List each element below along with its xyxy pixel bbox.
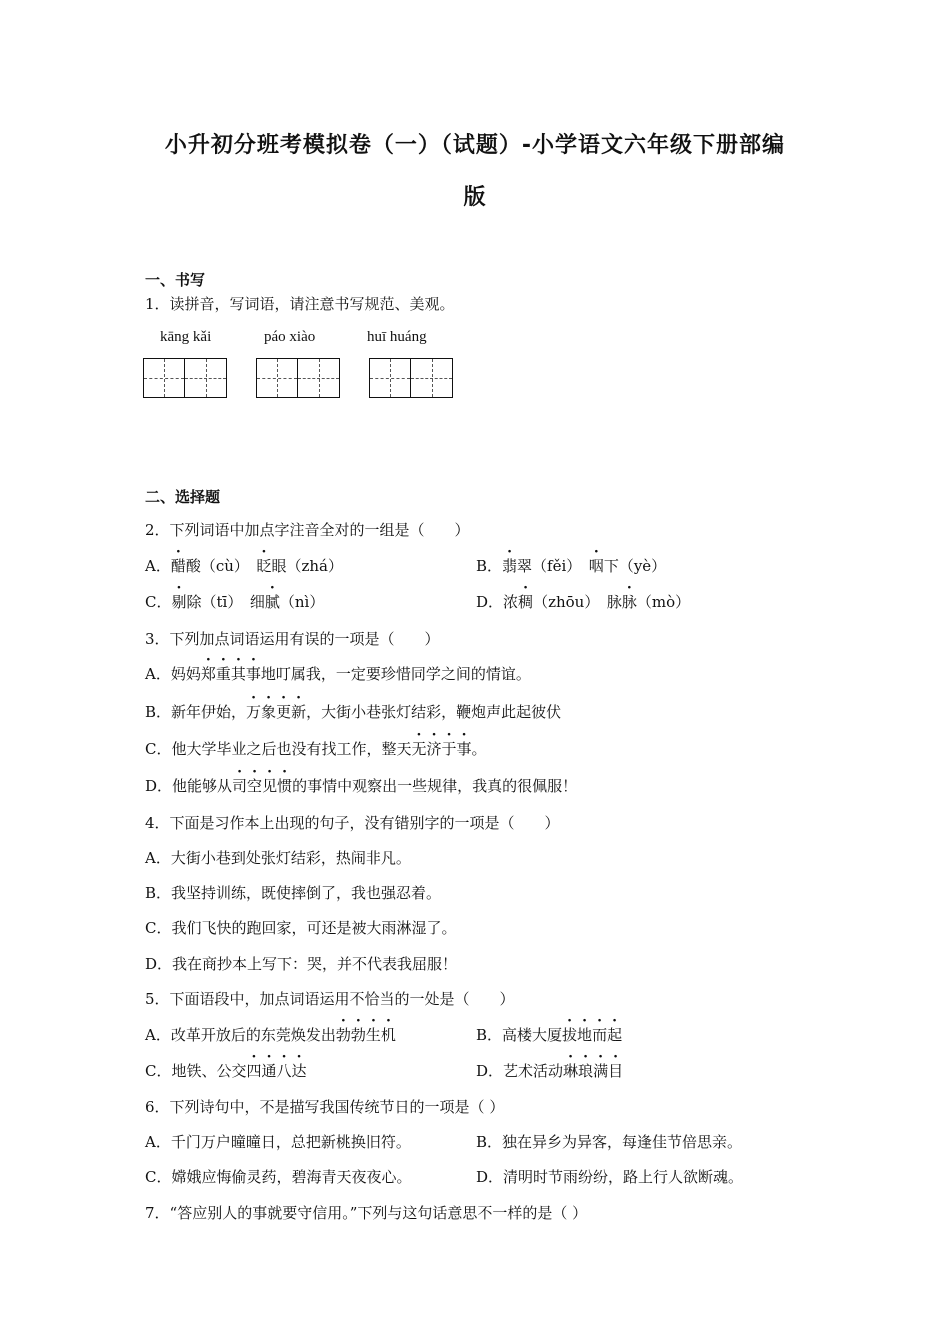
- q6-option-d[interactable]: D．清明时节雨纷纷，路上行人欲断魂。: [476, 1168, 744, 1186]
- q3-option-a[interactable]: A．妈妈郑重其事地叮属我，一定要珍惜同学之间的情谊。: [145, 665, 531, 683]
- dotted-char: 翡: [502, 557, 518, 575]
- writing-cell[interactable]: [411, 359, 452, 397]
- dotted-char: 事: [456, 740, 472, 758]
- question-4-stem: 4．下面是习作本上出现的句子，没有错别字的一项是（ ）: [145, 814, 560, 832]
- q6-option-a[interactable]: A．千门万户曈曈日，总把新桃换旧符。: [145, 1133, 411, 1151]
- dotted-char: 其: [230, 665, 246, 683]
- q4-option-b[interactable]: B．我坚持训练，既使摔倒了，我也强忍着。: [145, 884, 442, 902]
- dotted-char: 空: [247, 777, 263, 795]
- q4-option-a[interactable]: A．大街小巷到处张灯结彩，热闹非凡。: [145, 849, 411, 867]
- writing-cell[interactable]: [144, 359, 185, 397]
- dotted-char: 脉: [621, 593, 637, 611]
- dotted-char: 琳: [563, 1062, 579, 1080]
- q6-option-c[interactable]: C．嫦娥应悔偷灵药，碧海青天夜夜心。: [145, 1168, 412, 1186]
- dotted-char: 剔: [171, 593, 187, 611]
- dotted-char: 眨: [256, 557, 272, 575]
- dotted-char: 于: [441, 740, 457, 758]
- dotted-char: 更: [276, 703, 292, 721]
- dotted-char: 起: [607, 1026, 623, 1044]
- question-2-stem: 2．下列词语中加点字注音全对的一组是（ ）: [145, 521, 470, 539]
- q5-option-c[interactable]: C．地铁、公交四通八达: [145, 1062, 307, 1080]
- q2-option-c[interactable]: C．剔除（tī） 细腻（nì）: [145, 593, 325, 611]
- section-heading-choice: 二、选择题: [145, 488, 221, 506]
- dotted-char: 醋: [170, 557, 186, 575]
- dotted-char: 腻: [264, 593, 280, 611]
- q5-option-a[interactable]: A．改革开放后的东莞焕发出勃勃生机: [145, 1026, 396, 1044]
- dotted-char: 满: [593, 1062, 609, 1080]
- dotted-char: 琅: [578, 1062, 594, 1080]
- dotted-char: 而: [592, 1026, 608, 1044]
- dotted-char: 达: [291, 1062, 307, 1080]
- dotted-char: 咽: [588, 557, 604, 575]
- pinyin-1: kāng kǎi: [160, 329, 212, 345]
- dotted-char: 见: [262, 777, 278, 795]
- section-heading-writing: 一、书写: [145, 271, 206, 289]
- dotted-char: 万: [246, 703, 262, 721]
- page-title-line1: 小升初分班考模拟卷（一）（试题）-小学语文六年级下册部编: [164, 133, 786, 158]
- writing-cell[interactable]: [298, 359, 339, 397]
- q4-option-c[interactable]: C．我们飞快的跑回家，可还是被大雨淋湿了。: [145, 919, 457, 937]
- dotted-char: 拔: [562, 1026, 578, 1044]
- dotted-char: 无: [411, 740, 427, 758]
- q3-option-d[interactable]: D．他能够从司空见惯的事情中观察出一些规律，我真的很佩服！: [145, 777, 578, 795]
- dotted-char: 重: [215, 665, 231, 683]
- q3-option-b[interactable]: B．新年伊始，万象更新，大街小巷张灯结彩，鞭炮声此起彼伏: [145, 703, 562, 721]
- q2-option-d[interactable]: D．浓稠（zhōu） 脉脉（mò）: [476, 593, 691, 611]
- writing-grid-2[interactable]: [256, 358, 340, 398]
- q2-option-b[interactable]: B．翡翠（fěi） 咽下（yè）: [476, 557, 667, 575]
- dotted-char: 象: [261, 703, 277, 721]
- question-7-stem: 7．“答应别人的事就要守信用。”下列与这句话意思不一样的是（ ）: [145, 1204, 588, 1222]
- pinyin-2: páo xiào: [264, 329, 316, 345]
- dotted-char: 事: [245, 665, 261, 683]
- question-6-stem: 6．下列诗句中，不是描写我国传统节日的一项是（ ）: [145, 1098, 505, 1116]
- dotted-char: 目: [608, 1062, 624, 1080]
- dotted-char: 司: [232, 777, 248, 795]
- pinyin-3: huī huáng: [367, 329, 427, 345]
- dotted-char: 郑: [200, 665, 216, 683]
- dotted-char: 勃: [335, 1026, 351, 1044]
- writing-cell[interactable]: [370, 359, 411, 397]
- question-1-stem: 1．读拼音，写词语，请注意书写规范、美观。: [145, 295, 455, 313]
- q6-option-b[interactable]: B．独在异乡为异客，每逢佳节倍思亲。: [476, 1133, 743, 1151]
- writing-cell[interactable]: [185, 359, 226, 397]
- dotted-char: 八: [276, 1062, 292, 1080]
- page-title-line2: 版: [463, 185, 487, 210]
- q2-option-a[interactable]: A．醋酸（cù） 眨眼（zhá）: [145, 557, 343, 575]
- dotted-char: 四: [246, 1062, 262, 1080]
- dotted-char: 勃: [350, 1026, 366, 1044]
- q5-option-d[interactable]: D．艺术活动琳琅满目: [476, 1062, 624, 1080]
- question-3-stem: 3．下列加点词语运用有误的一项是（ ）: [145, 630, 440, 648]
- dotted-char: 机: [380, 1026, 396, 1044]
- dotted-char: 生: [365, 1026, 381, 1044]
- q4-option-d[interactable]: D．我在商抄本上写下：哭，并不代表我屈服！: [145, 955, 458, 973]
- writing-grid-3[interactable]: [369, 358, 453, 398]
- dotted-char: 惯: [277, 777, 293, 795]
- dotted-char: 通: [261, 1062, 277, 1080]
- q5-option-b[interactable]: B．高楼大厦拔地而起: [476, 1026, 623, 1044]
- dotted-char: 济: [426, 740, 442, 758]
- dotted-char: 稠: [518, 593, 534, 611]
- writing-cell[interactable]: [257, 359, 298, 397]
- dotted-char: 新: [291, 703, 307, 721]
- question-5-stem: 5．下面语段中，加点词语运用不恰当的一处是（ ）: [145, 990, 515, 1008]
- q3-option-c[interactable]: C．他大学毕业之后也没有找工作，整天无济于事。: [145, 740, 487, 758]
- dotted-char: 地: [577, 1026, 593, 1044]
- writing-grid-1[interactable]: [143, 358, 227, 398]
